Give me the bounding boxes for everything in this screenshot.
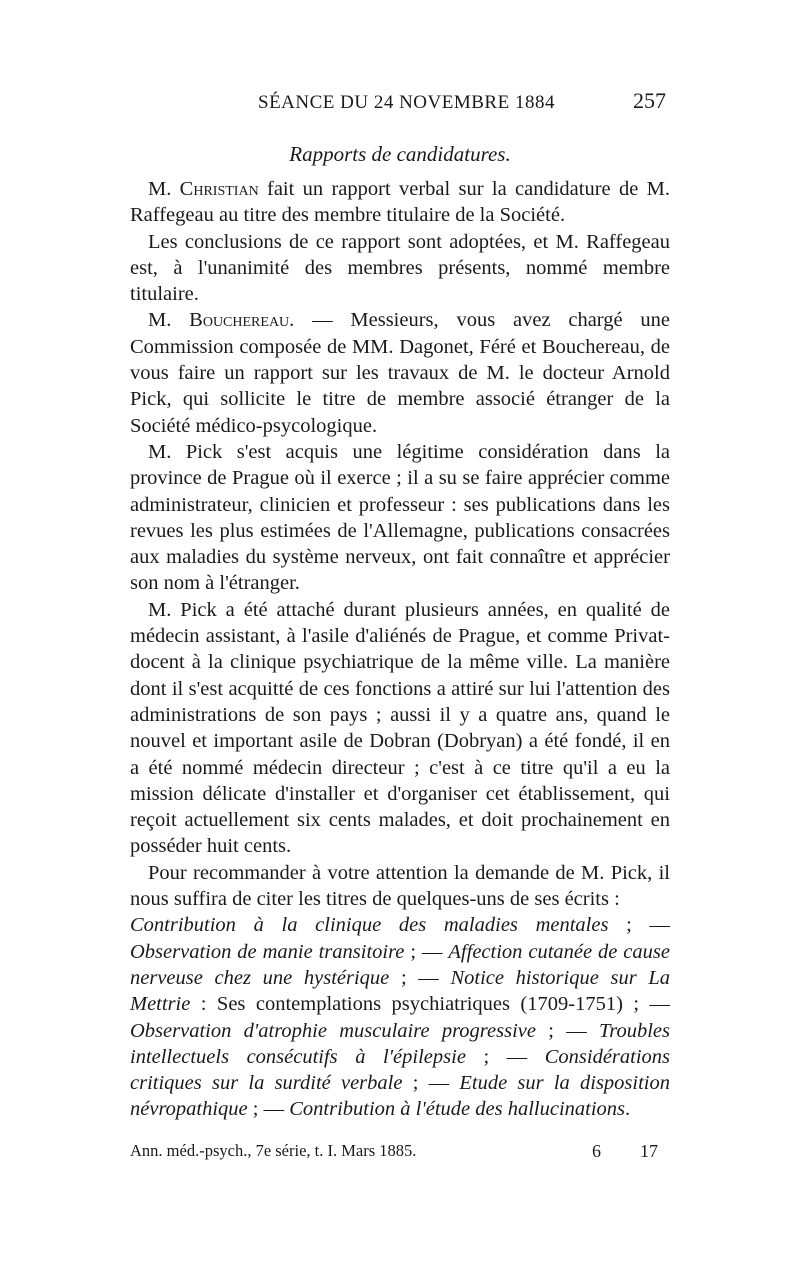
running-title: SÉANCE DU 24 NOVEMBRE 1884 [258,92,555,113]
work-separator: ; — [608,914,671,937]
work-title: Contribution à la clinique des maladies mentales [130,914,609,937]
paragraph-pick-consideration: M. Pick s'est acquis une légitime considération dans la province de Prague où il exerce ; il a su se faire apprécier comme administrateur, clinicien et professeur : ses publications dans les revues les plus estimées de l'Allemagne, publications consacrées aux maladies du système nerveux, ont fait connaître et apprécier son nom à l'étranger. [130,440,670,595]
paragraph-recommendation: Pour recommander à votre attention la demande de M. Pick, il nous suffira de citer les titres de quelques-uns de ses écrits : [130,861,670,911]
speaker-bouchereau: M. Bouchereau. [148,309,295,332]
work-title: Considérations critiques sur la surdité verbale [130,1045,671,1095]
work-title: Etude sur la disposition névropathique [130,1072,670,1121]
section-title: Rapports de candidatures. [289,142,511,166]
work-title: Affection cutanée de cause nerveuse chez une hystérique [130,940,670,989]
work-separator: ; — [247,1098,290,1121]
running-header [130,86,670,120]
paragraph-christian-text: fait un rapport verbal sur la candidature de M. Raffegeau au titre des membre titulaire de la Société. [130,178,670,227]
page-footer [130,1141,670,1161]
paragraph-bouchereau-text: — Messieurs, vous avez chargé une Commission composée de MM. Dagonet, Féré et Bouchereau, de vous faire un rapport sur les travaux de M. le docteur Arnold Pick, qui sollicite le titre de membre associé étranger de la Société médico-psycologique. [130,309,671,437]
work-separator: ; — [404,940,449,963]
paragraph-bouchereau [130,307,670,438]
paragraph-conclusions: Les conclusions de ce rapport sont adoptées, et M. Raffegeau est, à l'unanimité des membres présents, nommé membre titulaire. [130,230,670,306]
work-separator: ; — [402,1072,460,1095]
work-list-end: . [625,1098,631,1121]
work-title: Contribution à l'étude des hallucinations [289,1098,626,1121]
work-separator: : Ses contemplations psychiatriques (1709-1751) ; — [190,993,670,1016]
page-number: 257 [633,88,666,113]
work-title: Observation de manie transitoire [130,940,405,963]
work-separator: ; — [389,966,451,989]
work-title: Observation d'atrophie musculaire progressive [130,1019,536,1042]
works-list [130,912,670,1122]
work-separator: ; — [465,1045,545,1068]
paragraph-pick-career: M. Pick a été attaché durant plusieurs années, en qualité de médecin assistant, à l'asile d'aliénés de Prague, et comme Privat-docent à la clinique psychiatrique de la même ville. La manière dont il s'est acquitté de ces fonctions a attiré sur lui l'attention des administrations de son pays ; aussi il y a quatre ans, quand le nouvel et important asile de Dobran (Dobryan) a été fondé, il en a été nommé médecin directeur ; c'est à ce titre qu'il a eu la mission délicate d'installer et d'organiser cet établissement, qui reçoit actuellement six cents malades, et doit prochainement en posséder huit cents. [130,598,670,858]
work-separator: ; — [535,1019,599,1042]
body-text [130,176,670,1123]
paragraph-christian [130,176,670,229]
journal-citation: Ann. méd.-psych., 7e série, t. I. Mars 1885. [130,1141,417,1160]
speaker-christian: M. Christian [148,178,259,200]
work-title: Notice historique sur La Mettrie [130,966,670,1016]
work-title: Troubles intellectuels consécutifs à l'épilepsie [130,1019,670,1068]
signature-mark-a: 6 [592,1141,601,1161]
signature-mark-b: 17 [640,1141,658,1161]
